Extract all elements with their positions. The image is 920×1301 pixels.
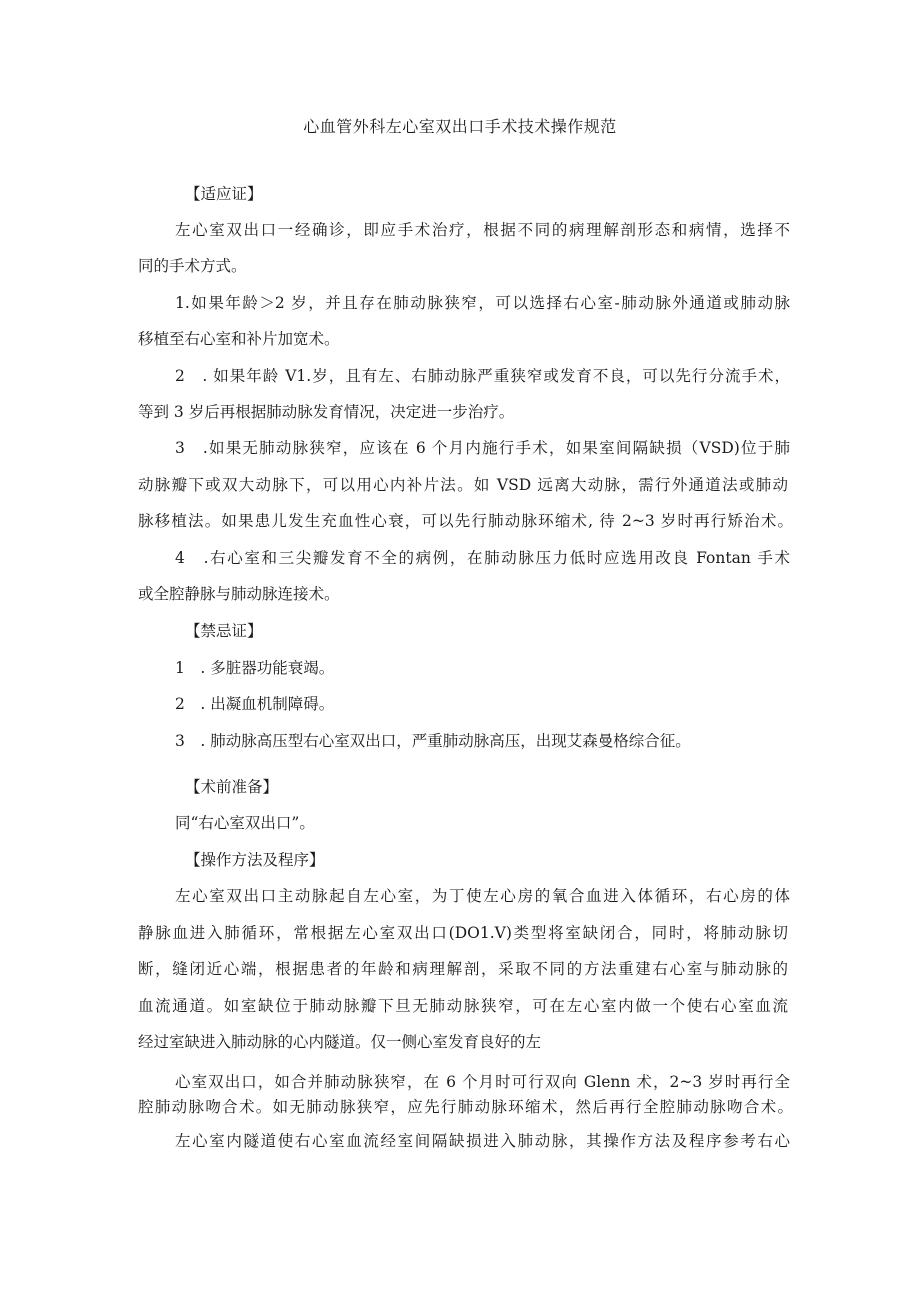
- paragraph-line: 同的手术方式。: [138, 257, 247, 275]
- list-item-line: 动脉瓣下或双大动脉下，可以用心内补片法。如 VSD 远离大动脉，需行外通道法或肺动: [138, 476, 788, 494]
- list-item-line: 2 . 出凝血机制障碍。: [175, 695, 335, 713]
- document-title: 心血管外科左心室双出口手术技术操作规范: [303, 117, 617, 136]
- list-item-line: 4 .右心室和三尖瓣发育不全的病例，在肺动脉压力低时应选用改良 Fontan 手术: [175, 549, 790, 567]
- paragraph-line: 同“右心室双出口”。: [175, 814, 315, 832]
- list-item-line: 1 . 多脏器功能衰竭。: [175, 659, 335, 677]
- paragraph-line: 心室双出口，如合并肺动脉狭窄，在 6 个月时可行双向 Glenn 术，2~3 岁时再行全: [175, 1073, 790, 1091]
- paragraph-line: 左心室双出口主动脉起自左心室，为丁使左心房的氧合血进入体循环，右心房的体: [175, 887, 790, 905]
- paragraph-line: 左心室双出口一经确诊，即应手术治疗，根据不同的病理解剖形态和病情，选择不: [175, 221, 790, 239]
- paragraph-line: 血流通道。如室缺位于肺动脉瓣下旦无肺动脉狭窄，可在左心室内做一个使右心室血流: [138, 997, 788, 1015]
- section-heading-contraindications: 【禁忌证】: [185, 622, 263, 640]
- paragraph-line: 腔肺动脉吻合术。如无肺动脉狭窄，应先行肺动脉环缩术，然后再行全腔肺动脉吻合术。: [138, 1098, 793, 1116]
- paragraph-line: 经过室缺进入肺动脉的心内隧道。仅一侧心室发育良好的左: [138, 1033, 542, 1051]
- paragraph-line: 静脉血进入肺循环，常根据左心室双出口(DO1.V)类型将室缺闭合，同时，将肺动脉切: [138, 924, 788, 942]
- paragraph-line: 断，缝闭近心端，根据患者的年龄和病理解剖，采取不同的方法重建右心室与肺动脉的: [138, 960, 788, 978]
- list-item-line: 2 . 如果年龄 V1.岁，且有左、右肺动脉严重狭窄或发育不良，可以先行分流手术，: [175, 367, 790, 385]
- list-item-line: 移植至右心室和补片加宽术。: [138, 330, 340, 348]
- section-heading-preparation: 【术前准备】: [185, 778, 279, 796]
- list-item-line: 等到 3 岁后再根据肺动脉发育情况，决定进一步治疗。: [138, 403, 515, 421]
- section-heading-indications: 【适应证】: [185, 185, 263, 203]
- paragraph-line: 左心室内隧道使右心室血流经室间隔缺损进入肺动脉，其操作方法及程序参考右心: [175, 1132, 790, 1150]
- section-heading-procedure: 【操作方法及程序】: [185, 851, 325, 869]
- list-item-line: 或全腔静脉与肺动脉连接术。: [138, 585, 340, 603]
- list-item-line: 3 .如果无肺动脉狭窄，应该在 6 个月内施行手术，如果室间隔缺损（VSD)位于肺: [175, 439, 790, 457]
- list-item-line: 1.如果年龄＞2 岁，并且存在肺动脉狭窄，可以选择右心室-肺动脉外通道或肺动脉: [175, 294, 790, 312]
- list-item-line: 3 . 肺动脉高压型右心室双出口，严重肺动脉高压，出现艾森曼格综合征。: [175, 732, 691, 750]
- list-item-line: 脉移植法。如果患儿发生充血性心衰，可以先行肺动脉环缩术, 待 2~3 岁时再行矫治术。: [138, 512, 793, 530]
